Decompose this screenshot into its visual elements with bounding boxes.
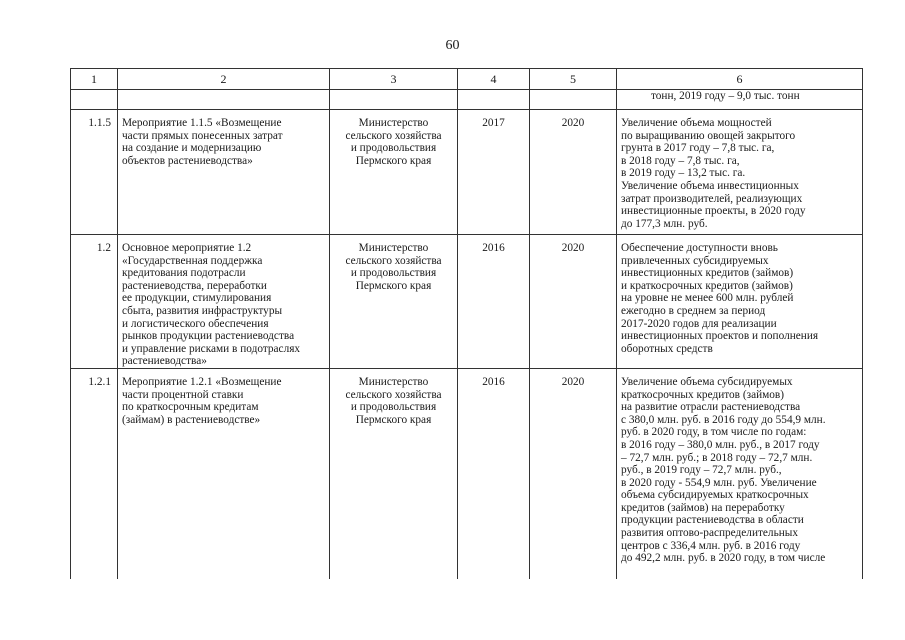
row-number-cell xyxy=(71,235,118,369)
executor-cell xyxy=(330,110,458,235)
start-year-cell xyxy=(458,368,530,579)
cell-text-line: объектов растениеводства» xyxy=(122,154,253,167)
result-cell xyxy=(617,368,863,579)
continuation-text: тонн, 2019 году – 9,0 тыс. тонн xyxy=(651,90,800,102)
cell-text-line: на создание и модернизацию xyxy=(122,142,262,155)
cell-text-line: ежегодно в среднем за период xyxy=(621,304,766,317)
page-number: 60 xyxy=(445,38,460,53)
cell-text-line: части прямых понесенных затрат xyxy=(122,129,283,142)
cell-text-line: Министерство xyxy=(358,242,429,254)
cell-text-line: инвестиционных кредитов (займов) xyxy=(621,267,794,280)
cell-text-line: и продовольствия xyxy=(350,267,437,280)
cell-text-line: сельского хозяйства xyxy=(345,388,442,401)
cell-text: 2016 xyxy=(482,375,505,388)
cell-text-line: в 2018 году – 7,8 тыс. га, xyxy=(621,154,740,167)
cell-text: 2020 xyxy=(561,117,585,129)
table-cell xyxy=(330,90,458,110)
start-year-cell xyxy=(458,235,530,369)
cell-text-line: краткосрочных кредитов (займов) xyxy=(621,388,785,401)
cell-text-line: сельского хозяйства xyxy=(345,129,442,142)
cell-text-line: инвестиционные проекты, в 2020 году xyxy=(621,205,806,218)
cell-text-line: Пермского края xyxy=(355,154,432,167)
cell-text-line: и продовольствия xyxy=(350,142,437,155)
cell-text-line: Министерство xyxy=(358,375,429,388)
end-year-cell xyxy=(530,235,617,369)
cell-text-line: Обеспечение доступности вновь xyxy=(621,242,778,254)
cell-text-line: на развитие отрасли растениеводства xyxy=(621,401,801,414)
cell-text-line: затрат производителей, реализующих xyxy=(621,192,803,205)
cell-text-line: объема субсидируемых краткосрочных xyxy=(621,489,809,502)
cell-text-line: и краткосрочных кредитов (займов) xyxy=(621,279,793,292)
cell-text-line: растениеводства» xyxy=(122,355,207,368)
table-cell xyxy=(71,90,118,110)
start-year-cell xyxy=(458,110,530,235)
result-cell xyxy=(617,90,863,110)
cell-text-line: продукции растениеводства в области xyxy=(621,514,804,527)
cell-text-line: до 492,2 млн. руб. в 2020 году, в том числе xyxy=(621,552,826,565)
cell-text-line: с 380,0 млн. руб. в 2016 году до 554,9 млн. xyxy=(621,413,826,426)
cell-text-line: и управление рисками в подотраслях xyxy=(122,342,301,355)
cell-text-line: (займам) в растениеводстве» xyxy=(122,413,261,426)
cell-text-line: привлеченных субсидируемых xyxy=(621,254,769,267)
cell-text-line: и логистического обеспечения xyxy=(122,317,269,330)
cell-text-line: сбыта, развития инфраструктуры xyxy=(122,304,283,317)
cell-text-line: оборотных средств xyxy=(621,342,713,355)
result-cell xyxy=(617,110,863,235)
cell-text-line: Увеличение объема мощностей xyxy=(621,117,772,129)
cell-text-line: центров с 336,4 млн. руб. в 2016 году xyxy=(621,539,801,552)
header-cell: 2 xyxy=(118,69,330,90)
executor-cell xyxy=(330,235,458,369)
row-number-cell xyxy=(71,110,118,235)
cell-text-line: до 177,3 млн. руб. xyxy=(621,217,708,230)
header-cell: 3 xyxy=(330,69,458,90)
cell-text-line: Пермского края xyxy=(355,413,432,426)
header-cell: 1 xyxy=(71,69,118,90)
cell-text: 2017 xyxy=(482,117,505,129)
table-row xyxy=(71,368,863,579)
end-year-cell xyxy=(530,110,617,235)
cell-text: 2020 xyxy=(561,242,585,254)
cell-text-line: Увеличение объема субсидируемых xyxy=(621,375,793,388)
header-cell: 6 xyxy=(617,69,863,90)
cell-text-line: части процентной ставки xyxy=(122,388,244,401)
cell-text-line: «Государственная поддержка xyxy=(122,254,263,267)
cell-text-line: по краткосрочным кредитам xyxy=(122,401,259,414)
table-header-row xyxy=(71,69,863,90)
cell-text-line: Мероприятие 1.2.1 «Возмещение xyxy=(122,375,282,388)
table-cell xyxy=(118,90,330,110)
cell-text-line: кредитования подотрасли xyxy=(122,267,246,280)
header-cell: 5 xyxy=(530,69,617,90)
table-row xyxy=(71,110,863,235)
cell-text-line: руб. в 2020 году, в том числе по годам: xyxy=(621,426,807,439)
cell-text-line: 2017-2020 годов для реализации xyxy=(621,317,777,330)
header-cell: 4 xyxy=(458,69,530,90)
cell-text-line: Пермского края xyxy=(355,279,432,292)
cell-text: 2016 xyxy=(482,242,505,254)
program-table xyxy=(70,68,863,579)
end-year-cell xyxy=(530,368,617,579)
cell-text-line: ее продукции, стимулирования xyxy=(122,292,272,305)
cell-text-line: руб., в 2019 году – 72,7 млн. руб., xyxy=(621,464,782,477)
cell-text-line: грунта в 2017 году – 7,8 тыс. га, xyxy=(621,142,775,155)
row-number-cell xyxy=(71,368,118,579)
cell-text-line: Мероприятие 1.1.5 «Возмещение xyxy=(122,117,282,129)
cell-text-line: и продовольствия xyxy=(350,401,437,414)
executor-cell xyxy=(330,368,458,579)
cell-text-line: в 2016 году – 380,0 млн. руб., в 2017 году xyxy=(621,438,820,451)
cell-text-line: инвестиционных проектов и пополнения xyxy=(621,330,819,343)
cell-text: 2020 xyxy=(561,375,585,388)
cell-text: 1.1.5 xyxy=(88,117,111,129)
cell-text-line: в 2019 году – 13,2 тыс. га. xyxy=(621,167,746,180)
cell-text-line: – 72,7 млн. руб.; в 2018 году – 72,7 млн. xyxy=(621,451,813,464)
cell-text: 1.2 xyxy=(96,242,111,254)
cell-text-line: кредитов (займов) на переработку xyxy=(621,501,785,514)
activity-name-cell xyxy=(118,235,330,369)
cell-text-line: по выращиванию овощей закрытого xyxy=(621,129,796,142)
cell-text-line: Увеличение объема инвестиционных xyxy=(621,179,799,192)
cell-text-line: в 2020 году - 554,9 млн. руб. Увеличение xyxy=(621,476,817,489)
cell-text-line: сельского хозяйства xyxy=(345,254,442,267)
continuation-row xyxy=(71,90,863,110)
result-cell xyxy=(617,235,863,369)
table-row xyxy=(71,235,863,369)
activity-name-cell xyxy=(118,110,330,235)
cell-text-line: рынков продукции растениеводства xyxy=(122,330,295,343)
cell-text-line: развития оптово-распределительных xyxy=(621,527,799,540)
cell-text-line: Основное мероприятие 1.2 xyxy=(122,242,252,254)
cell-text: 1.2.1 xyxy=(88,375,111,388)
activity-name-cell xyxy=(118,368,330,579)
table-cell xyxy=(530,90,617,110)
cell-text-line: на уровне не менее 600 млн. рублей xyxy=(621,292,794,305)
cell-text-line: Министерство xyxy=(358,117,429,129)
cell-text-line: растениеводства, переработки xyxy=(122,279,267,292)
table-cell xyxy=(458,90,530,110)
